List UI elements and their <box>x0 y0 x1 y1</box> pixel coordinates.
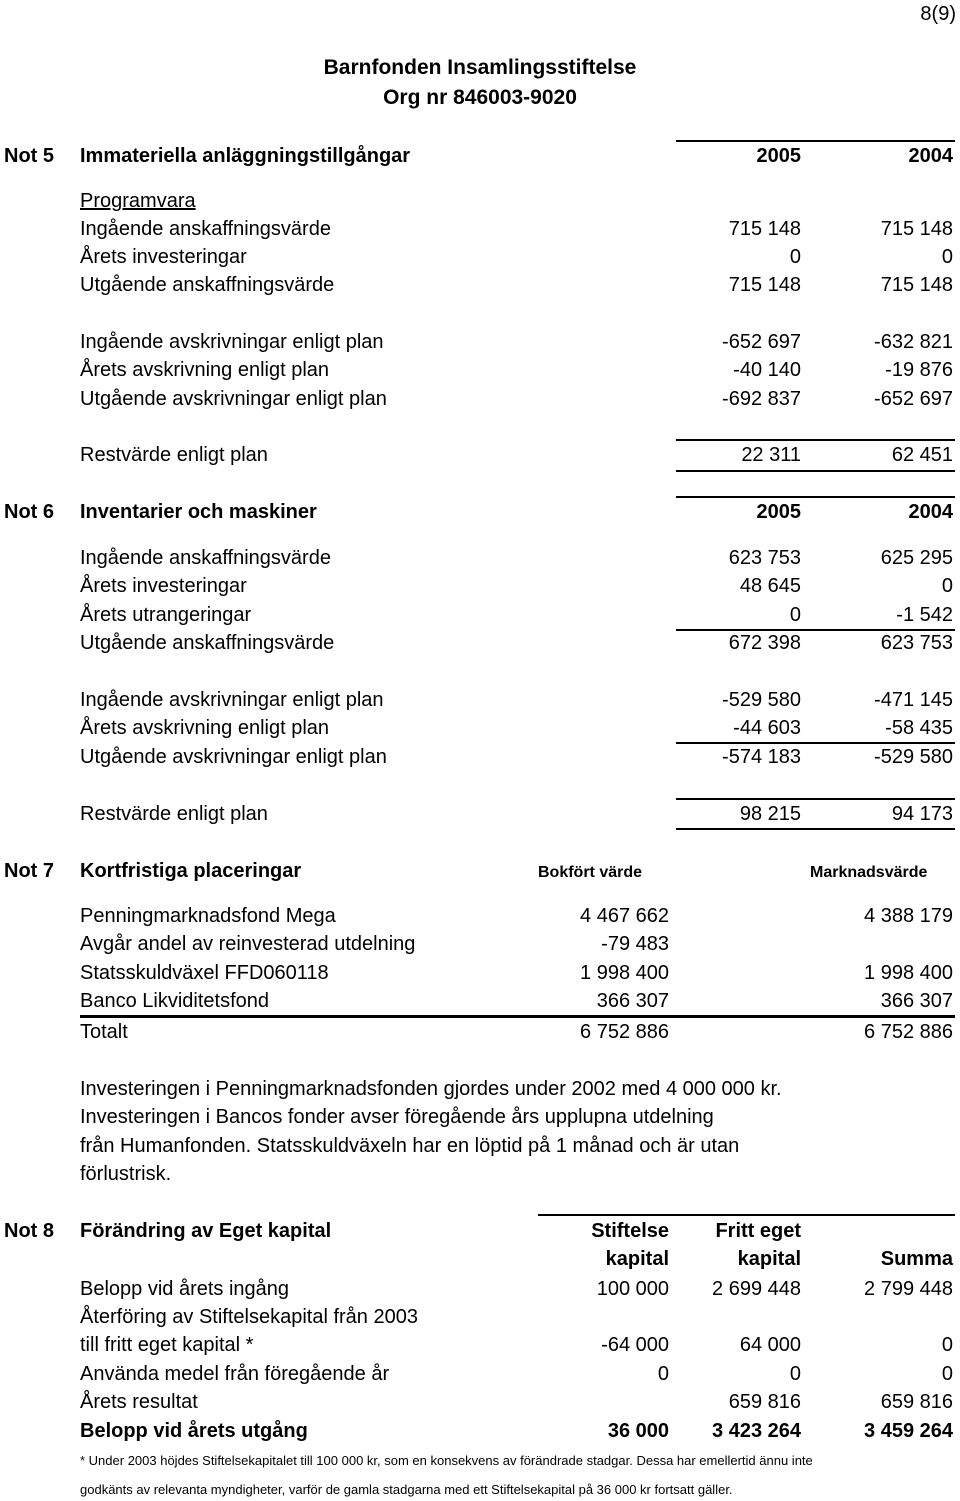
row-value-2005: 48 645 <box>739 575 801 597</box>
row-label: Årets avskrivning enligt plan <box>80 717 330 739</box>
note-label: Not 5 <box>4 145 54 167</box>
row-value-2004: 62 451 <box>891 444 953 466</box>
row-value-2004: 0 <box>941 575 953 597</box>
total-book-value: 6 752 886 <box>580 1021 669 1043</box>
row-label: Ingående anskaffningsvärde <box>80 218 331 240</box>
row-free-equity: 659 816 <box>728 1391 801 1413</box>
header-rule <box>538 1214 955 1216</box>
row-label: Avgår andel av reinvesterad utdelning <box>80 933 416 955</box>
column-header-2005: 2005 <box>756 145 801 167</box>
column-header-market-value: Marknadsvärde <box>810 864 928 881</box>
row-market-value: 1 998 400 <box>864 962 953 984</box>
row-label: Restvärde enligt plan <box>80 444 268 466</box>
note-text-line: från Humanfonden. Statsskuldväxeln har en löptid på 1 månad och är utan <box>80 1135 740 1157</box>
row-label: Banco Likviditetsfond <box>80 990 270 1012</box>
org-number: Org nr 846003-9020 <box>383 86 577 109</box>
row-foundation-capital: 0 <box>657 1363 669 1385</box>
rule <box>676 828 955 830</box>
total-free-equity: 3 423 264 <box>712 1420 801 1442</box>
row-free-equity: 64 000 <box>739 1334 801 1356</box>
row-market-value: 366 307 <box>880 990 953 1012</box>
row-value-2004: -632 821 <box>874 331 953 353</box>
column-header-2004: 2004 <box>908 145 953 167</box>
row-value-2004: 715 148 <box>880 274 953 296</box>
row-value-2004: -652 697 <box>874 388 953 410</box>
row-label: Penningmarknadsfond Mega <box>80 905 336 927</box>
row-label: Årets utrangeringar <box>80 604 252 626</box>
row-value-2005: 672 398 <box>728 632 801 654</box>
row-label: Årets investeringar <box>80 246 247 268</box>
note-label: Not 8 <box>4 1220 54 1242</box>
row-value-2004: -19 876 <box>885 359 953 381</box>
row-value-2004: -529 580 <box>874 746 953 768</box>
row-value-2005: -574 183 <box>722 746 801 768</box>
row-label: Årets resultat <box>80 1391 198 1413</box>
note-title: Förändring av Eget kapital <box>80 1220 332 1242</box>
page-number: 8(9) <box>920 3 956 25</box>
row-label: Årets avskrivning enligt plan <box>80 359 330 381</box>
row-label: Årets investeringar <box>80 575 247 597</box>
row-value-2005: -652 697 <box>722 331 801 353</box>
row-value-2005: -40 140 <box>733 359 801 381</box>
row-value-2004: 94 173 <box>891 803 953 825</box>
row-label: Utgående avskrivningar enligt plan <box>80 388 387 410</box>
row-sum: 2 799 448 <box>864 1278 953 1300</box>
column-header-free-equity-line2: kapital <box>737 1248 801 1270</box>
row-sum: 0 <box>941 1363 953 1385</box>
row-label: Belopp vid årets ingång <box>80 1278 290 1300</box>
row-label: Restvärde enligt plan <box>80 803 268 825</box>
row-value-2005: 715 148 <box>728 274 801 296</box>
column-header-book-value: Bokfört värde <box>538 864 643 881</box>
row-sum: 659 816 <box>880 1391 953 1413</box>
column-header-2005: 2005 <box>756 501 801 523</box>
row-value-2004: -471 145 <box>874 689 953 711</box>
row-book-value: 4 467 662 <box>580 905 669 927</box>
note-title: Inventarier och maskiner <box>80 501 317 523</box>
note-text-line: Investeringen i Bancos fonder avser föregående års upplupna utdelning <box>80 1106 714 1128</box>
rule <box>676 742 955 744</box>
footnote-line: godkänts av relevanta myndigheter, varför de gamla stadgarna med ett Stiftelsekapital på 36 000 kr fortsatt gäller. <box>80 1482 733 1497</box>
row-book-value: 1 998 400 <box>580 962 669 984</box>
row-value-2005: 22 311 <box>741 444 801 466</box>
total-foundation-capital: 36 000 <box>607 1420 669 1442</box>
row-value-2005: 715 148 <box>728 218 801 240</box>
column-header-free-equity: Fritt eget <box>715 1220 801 1242</box>
row-value-2005: -44 603 <box>733 717 801 739</box>
row-book-value: -79 483 <box>601 933 669 955</box>
row-value-2004: -58 435 <box>885 717 953 739</box>
column-header-2004: 2004 <box>908 501 953 523</box>
row-value-2005: 623 753 <box>728 547 801 569</box>
row-sum: 0 <box>941 1334 953 1356</box>
note-label: Not 6 <box>4 501 54 523</box>
row-label: Statsskuldväxel FFD060118 <box>80 962 329 984</box>
row-value-2005: -692 837 <box>722 388 801 410</box>
row-label: Ingående avskrivningar enligt plan <box>80 331 384 353</box>
total-sum: 3 459 264 <box>864 1420 953 1442</box>
row-value-2005: -529 580 <box>722 689 801 711</box>
row-label: Återföring av Stiftelsekapital från 2003 <box>80 1306 418 1328</box>
note-label: Not 7 <box>4 860 54 882</box>
row-market-value: 4 388 179 <box>864 905 953 927</box>
column-header-sum: Summa <box>880 1248 953 1270</box>
total-rule <box>80 1015 955 1018</box>
footnote-line: * Under 2003 höjdes Stiftelsekapitalet till 100 000 kr, som en konsekvens av förändrade stadgar. Dessa har emellertid ännu inte <box>80 1453 813 1468</box>
subheading: Programvara <box>80 190 196 212</box>
total-market-value: 6 752 886 <box>864 1021 953 1043</box>
row-value-2004: -1 542 <box>896 604 953 626</box>
row-label: Använda medel från föregående år <box>80 1363 390 1385</box>
row-label: Ingående anskaffningsvärde <box>80 547 331 569</box>
row-book-value: 366 307 <box>596 990 669 1012</box>
row-label: till fritt eget kapital * <box>80 1334 254 1356</box>
org-name: Barnfonden Insamlingsstiftelse <box>323 56 637 79</box>
total-label: Belopp vid årets utgång <box>80 1420 308 1442</box>
row-value-2004: 715 148 <box>880 218 953 240</box>
note-text-line: förlustrisk. <box>80 1163 172 1185</box>
row-value-2005: 0 <box>789 604 801 626</box>
column-header-foundation-capital: Stiftelse <box>591 1220 669 1242</box>
note-title: Immateriella anläggningstillgångar <box>80 145 411 167</box>
rule <box>676 470 955 472</box>
note-title: Kortfristiga placeringar <box>80 860 302 882</box>
note-text-line: Investeringen i Penningmarknadsfonden gjordes under 2002 med 4 000 000 kr. <box>80 1078 782 1100</box>
row-value-2005: 98 215 <box>739 803 801 825</box>
row-value-2004: 625 295 <box>880 547 953 569</box>
row-foundation-capital: -64 000 <box>601 1334 669 1356</box>
row-label: Ingående avskrivningar enligt plan <box>80 689 384 711</box>
row-label: Utgående anskaffningsvärde <box>80 632 335 654</box>
row-value-2004: 0 <box>941 246 953 268</box>
row-value-2004: 623 753 <box>880 632 953 654</box>
column-header-foundation-capital-line2: kapital <box>605 1248 669 1270</box>
row-label: Utgående anskaffningsvärde <box>80 274 335 296</box>
rule <box>676 798 955 800</box>
rule <box>676 439 955 441</box>
header-rule <box>676 140 955 142</box>
row-label: Utgående avskrivningar enligt plan <box>80 746 387 768</box>
row-value-2005: 0 <box>789 246 801 268</box>
row-foundation-capital: 100 000 <box>596 1278 669 1300</box>
header-rule <box>676 496 955 498</box>
row-free-equity: 0 <box>789 1363 801 1385</box>
total-label: Totalt <box>80 1021 128 1043</box>
row-free-equity: 2 699 448 <box>712 1278 801 1300</box>
